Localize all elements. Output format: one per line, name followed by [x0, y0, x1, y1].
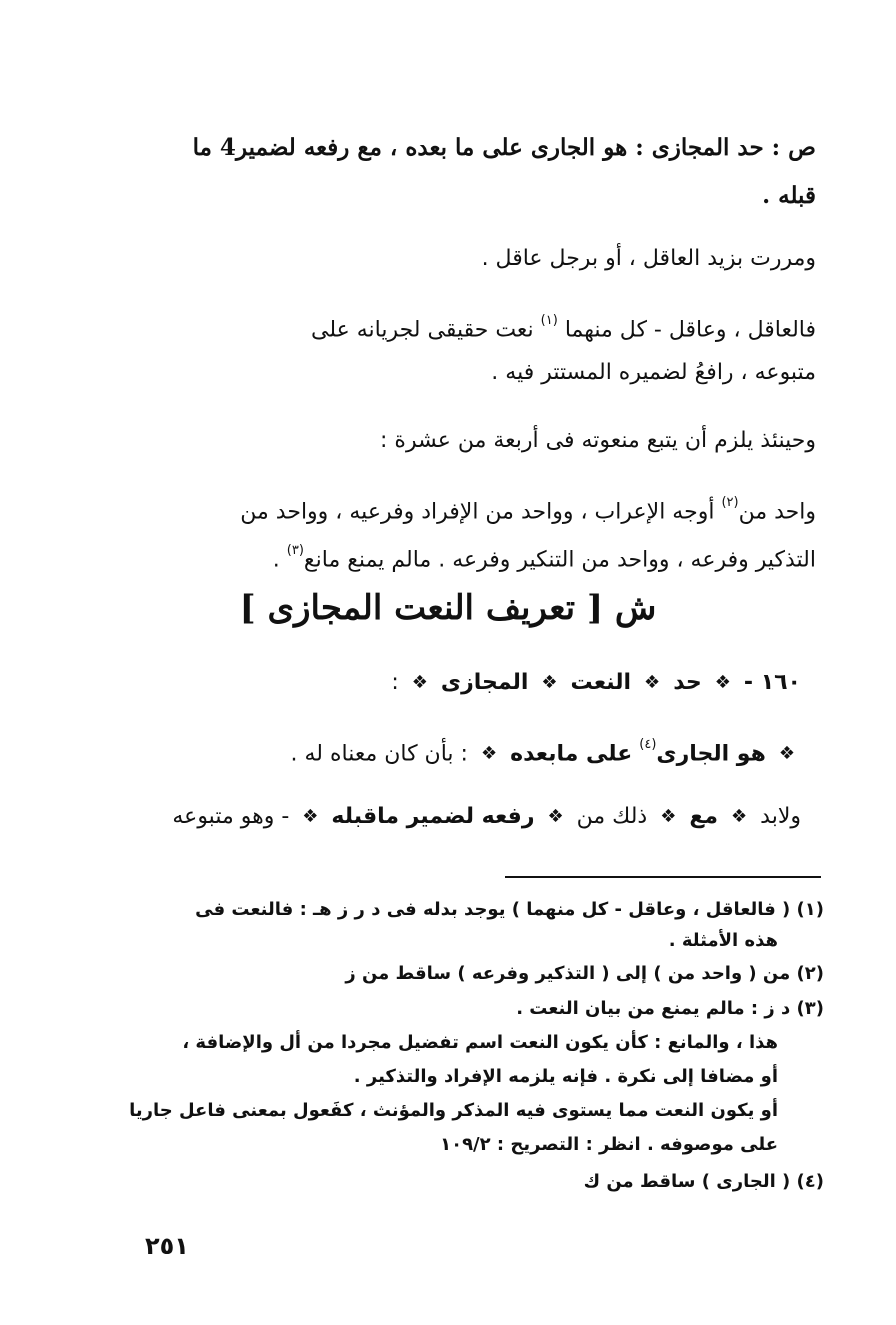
paragraph-4-head: واحد من: [738, 499, 816, 525]
header-line-1: ص : حد المجازى : هو الجارى على ما بعده ، مع رفعه لضمير4 ما: [192, 134, 816, 161]
page-number: ٢٥١: [145, 1232, 189, 1260]
ornament-icon: ❖: [411, 672, 428, 693]
paragraph-2-line-1: [130, 304, 816, 351]
section-title: ش [ تعريف النعت المجازى ]: [239, 588, 657, 628]
ornament-icon: ❖: [541, 672, 558, 693]
term-ala-mabadah: على مابعده: [510, 741, 633, 767]
ornament-icon: ❖: [778, 743, 795, 765]
colon: :: [391, 670, 399, 695]
ornament-icon: ❖: [644, 672, 661, 693]
header-line-2: قبله .: [762, 182, 816, 209]
paragraph-2-line-2: متبوعه ، رافعُ لضميره المستتر فيه .: [491, 360, 816, 385]
footnote-3-line-2: هذا ، والمانع : كأن يكون النعت اسم تفضيل مجردا من أل والإضافة ،: [182, 1032, 778, 1053]
footnote-ref-4: (٤): [639, 737, 657, 752]
term-majazi: المجازى: [440, 670, 529, 695]
footnote-2: (٢) من ( واحد من ) إلى ( التذكير وفرعه ) ساقط من ز: [345, 963, 824, 984]
paragraph-4-line-2: [130, 534, 816, 581]
paragraph-4-tail: أوجه الإعراب ، وواحد من الإفراد وفرعيه ، وواحد من: [240, 499, 715, 525]
footnote-3-line-4: أو يكون النعت مما يستوى فيه المذكر والمؤنث ، كفَعول بمعنى فاعل جاريا: [129, 1100, 778, 1121]
footnote-3-line-5: على موصوفه . انظر : التصريح : ١٠٩/٢: [440, 1134, 778, 1155]
footnote-divider: [505, 876, 821, 878]
item-number: ١٦٠ -: [743, 670, 801, 695]
term-jari: هو الجارى: [656, 741, 766, 767]
term-rafuhu: رفعه لضمير ماقبله: [331, 804, 535, 829]
term-naat: النعت: [570, 670, 632, 695]
ornament-icon: ❖: [714, 672, 731, 693]
footnote-ref-2: (٢): [721, 495, 739, 510]
footnote-3-line-1: (٣) د ز : مالم يمنع من بيان النعت .: [516, 998, 824, 1019]
text-matbuuhu: - وهو متبوعه: [172, 804, 290, 829]
footnote-4: (٤) ( الجارى ) ساقط من ك: [583, 1171, 824, 1192]
commentary-line-3: [130, 796, 801, 838]
text-dhalik-min: ذلك من: [576, 804, 648, 829]
term-maa: مع: [689, 804, 719, 829]
footnote-1-line-2: هذه الأمثلة .: [668, 930, 778, 951]
paragraph-3: وحينئذ يلزم أن يتبع منعوته فى أربعة من عشرة :: [380, 428, 816, 453]
commentary-line-1: [130, 662, 801, 704]
footnote-ref-1: (١): [540, 313, 558, 328]
ornament-icon: ❖: [731, 806, 748, 827]
footnote-3-line-3: أو مضافا إلى نكرة . فإنه يلزمه الإفراد والتذكير .: [353, 1066, 778, 1087]
paragraph-2-tail: نعت حقيقى لجريانه على: [310, 317, 534, 343]
explanation: : بأن كان معناه له .: [290, 741, 468, 767]
term-hadd: حد: [673, 670, 702, 695]
ornament-icon: ❖: [547, 806, 564, 827]
commentary-line-2: [130, 728, 801, 775]
text-wala-budd: ولابد: [760, 804, 801, 829]
paragraph-4b-head: التذكير وفرعه ، وواحد من التنكير وفرعه . مالم يمنع مانع: [303, 547, 816, 573]
ornament-icon: ❖: [660, 806, 677, 827]
paragraph-4b-tail: .: [272, 547, 280, 573]
footnote-ref-3: (٣): [286, 543, 304, 558]
footnote-1-line-1: (١) ( فالعاقل ، وعاقل - كل منهما ) يوجد بدله فى د ر ز هـ : فالنعت فى: [195, 899, 824, 920]
paragraph-4-line-1: [130, 486, 816, 533]
paragraph-2-text: فالعاقل ، وعاقل - كل منهما: [564, 317, 816, 343]
paragraph-1: ومررت بزيد العاقل ، أو برجل عاقل .: [481, 246, 816, 271]
ornament-icon: ❖: [480, 743, 498, 765]
ornament-icon: ❖: [302, 806, 319, 827]
